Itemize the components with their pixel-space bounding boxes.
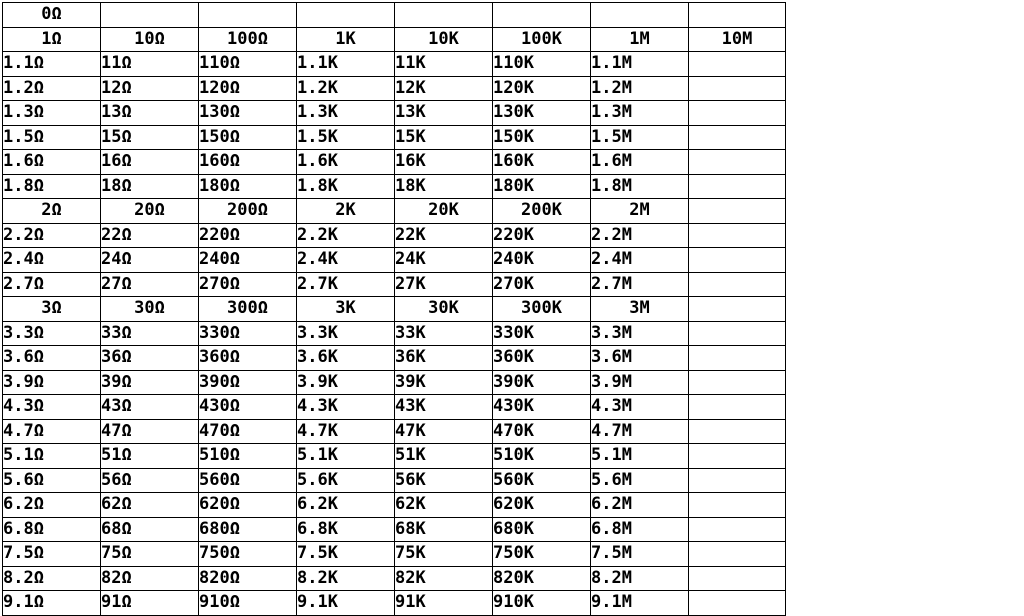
table-cell: 47Ω [101,419,199,444]
table-cell: 8.2Ω [3,566,101,591]
table-cell [689,3,786,28]
table-cell [689,542,786,567]
table-cell [689,223,786,248]
table-cell [689,370,786,395]
table-row [3,272,786,297]
table-cell: 1.5Ω [3,125,101,150]
table-cell [689,493,786,518]
table-cell: 27Ω [101,272,199,297]
table-cell: 39Ω [101,370,199,395]
table-cell: 240K [493,248,591,273]
table-row [3,321,786,346]
table-cell: 62Ω [101,493,199,518]
table-cell: 8.2K [297,566,395,591]
table-row-decades [3,27,786,52]
table-cell: 6.2Ω [3,493,101,518]
table-cell: 15Ω [101,125,199,150]
table-cell: 200Ω [199,199,297,224]
table-cell: 100K [493,27,591,52]
table-cell [689,76,786,101]
table-cell: 820K [493,566,591,591]
table-cell [689,346,786,371]
table-row-top [3,3,786,28]
table-cell: 2.7M [591,272,689,297]
table-cell [199,3,297,28]
table-cell: 390K [493,370,591,395]
table-cell [689,444,786,469]
table-cell: 330Ω [199,321,297,346]
table-cell: 3.3K [297,321,395,346]
table-cell: 470Ω [199,419,297,444]
table-cell: 51K [395,444,493,469]
table-cell: 82Ω [101,566,199,591]
table-cell: 510Ω [199,444,297,469]
table-cell: 43K [395,395,493,420]
table-cell: 1.6Ω [3,150,101,175]
table-cell: 180Ω [199,174,297,199]
table-cell: 220Ω [199,223,297,248]
table-cell: 20K [395,199,493,224]
table-cell: 4.3M [591,395,689,420]
table-cell: 36Ω [101,346,199,371]
table-cell: 3.6Ω [3,346,101,371]
table-cell: 3.9Ω [3,370,101,395]
table-cell: 24K [395,248,493,273]
table-cell: 1.2M [591,76,689,101]
table-cell: 3.3Ω [3,321,101,346]
table-cell: 36K [395,346,493,371]
table-cell: 750Ω [199,542,297,567]
table-cell: 4.3Ω [3,395,101,420]
table-cell: 82K [395,566,493,591]
table-cell: 16Ω [101,150,199,175]
table-cell [689,125,786,150]
table-cell: 2.4M [591,248,689,273]
table-cell: 12K [395,76,493,101]
table-row [3,566,786,591]
table-cell: 56Ω [101,468,199,493]
table-cell: 680Ω [199,517,297,542]
table-cell: 6.2K [297,493,395,518]
table-cell: 16K [395,150,493,175]
table-cell: 2.4Ω [3,248,101,273]
table-cell: 220K [493,223,591,248]
table-cell [689,321,786,346]
table-cell: 5.1Ω [3,444,101,469]
table-cell: 110K [493,52,591,77]
table-cell: 3M [591,297,689,322]
table-cell: 2.4K [297,248,395,273]
table-cell: 15K [395,125,493,150]
table-cell: 200K [493,199,591,224]
table-cell: 2.7K [297,272,395,297]
table-cell: 910K [493,591,591,616]
table-cell: 1.1K [297,52,395,77]
table-cell [689,150,786,175]
table-row [3,52,786,77]
table-cell: 18Ω [101,174,199,199]
table-cell: 1.8K [297,174,395,199]
table-cell: 68K [395,517,493,542]
table-cell: 750K [493,542,591,567]
table-cell: 30K [395,297,493,322]
table-cell: 1K [297,27,395,52]
table-cell: 3.6M [591,346,689,371]
table-cell: 12Ω [101,76,199,101]
table-cell: 6.8M [591,517,689,542]
table-cell: 22K [395,223,493,248]
table-cell: 47K [395,419,493,444]
table-cell: 110Ω [199,52,297,77]
table-cell [689,591,786,616]
table-cell [689,419,786,444]
table-row [3,101,786,126]
table-cell: 43Ω [101,395,199,420]
table-cell [689,272,786,297]
table-cell: 150Ω [199,125,297,150]
table-cell: 3Ω [3,297,101,322]
table-cell: 8.2M [591,566,689,591]
resistor-value-table [2,2,786,616]
table-cell: 390Ω [199,370,297,395]
table-cell: 5.6K [297,468,395,493]
table-cell: 4.7K [297,419,395,444]
table-cell: 6.8K [297,517,395,542]
table-cell: 270Ω [199,272,297,297]
table-row [3,517,786,542]
table-cell: 180K [493,174,591,199]
table-cell: 11Ω [101,52,199,77]
table-cell: 10Ω [101,27,199,52]
table-cell: 22Ω [101,223,199,248]
table-cell: 1.3K [297,101,395,126]
table-row [3,297,786,322]
table-cell [689,517,786,542]
table-row [3,174,786,199]
table-cell: 39K [395,370,493,395]
table-row [3,444,786,469]
table-row [3,542,786,567]
table-cell [689,174,786,199]
table-cell: 160K [493,150,591,175]
table-cell: 2Ω [3,199,101,224]
table-cell: 1.8M [591,174,689,199]
table-cell: 5.6Ω [3,468,101,493]
table-cell: 3.3M [591,321,689,346]
table-cell [493,3,591,28]
table-cell: 91K [395,591,493,616]
table-cell [591,3,689,28]
table-cell: 10M [689,27,786,52]
table-cell: 27K [395,272,493,297]
table-cell: 0Ω [3,3,101,28]
table-cell: 68Ω [101,517,199,542]
table-cell [689,248,786,273]
table-cell: 270K [493,272,591,297]
table-cell: 3.9K [297,370,395,395]
table-cell [689,395,786,420]
table-row [3,125,786,150]
table-cell: 6.8Ω [3,517,101,542]
table-cell: 9.1K [297,591,395,616]
table-cell: 13K [395,101,493,126]
table-cell: 62K [395,493,493,518]
table-row [3,468,786,493]
table-cell: 2.7Ω [3,272,101,297]
table-cell: 1.8Ω [3,174,101,199]
table-cell: 1.2Ω [3,76,101,101]
table-cell: 11K [395,52,493,77]
table-cell: 1.5M [591,125,689,150]
table-cell [689,52,786,77]
table-cell: 13Ω [101,101,199,126]
table-cell [395,3,493,28]
table-body [3,3,786,616]
table-cell: 9.1Ω [3,591,101,616]
table-row [3,395,786,420]
table-cell: 7.5K [297,542,395,567]
table-cell [689,566,786,591]
table-cell: 330K [493,321,591,346]
table-row [3,223,786,248]
table-cell: 360K [493,346,591,371]
table-row [3,150,786,175]
table-cell [297,3,395,28]
table-cell: 820Ω [199,566,297,591]
table-cell: 130Ω [199,101,297,126]
table-row [3,370,786,395]
table-cell: 3.9M [591,370,689,395]
table-cell: 910Ω [199,591,297,616]
table-row [3,346,786,371]
table-cell: 10K [395,27,493,52]
table-cell: 1Ω [3,27,101,52]
table-cell: 18K [395,174,493,199]
table-cell: 680K [493,517,591,542]
table-cell: 360Ω [199,346,297,371]
table-cell: 120K [493,76,591,101]
table-cell: 4.7Ω [3,419,101,444]
table-cell [689,468,786,493]
table-cell: 24Ω [101,248,199,273]
table-row [3,248,786,273]
table-cell [689,101,786,126]
table-cell: 4.3K [297,395,395,420]
table-cell: 1.6K [297,150,395,175]
table-cell: 75K [395,542,493,567]
table-cell: 2M [591,199,689,224]
table-cell: 1.2K [297,76,395,101]
table-cell: 5.6M [591,468,689,493]
table-cell: 33Ω [101,321,199,346]
table-cell: 300K [493,297,591,322]
table-cell: 1M [591,27,689,52]
table-cell: 160Ω [199,150,297,175]
table-cell: 240Ω [199,248,297,273]
table-cell: 7.5Ω [3,542,101,567]
table-cell: 1.3Ω [3,101,101,126]
table-cell: 100Ω [199,27,297,52]
table-cell: 4.7M [591,419,689,444]
table-cell: 5.1M [591,444,689,469]
table-cell: 5.1K [297,444,395,469]
table-cell: 470K [493,419,591,444]
table-cell: 120Ω [199,76,297,101]
table-cell: 620K [493,493,591,518]
table-cell: 20Ω [101,199,199,224]
table-cell: 300Ω [199,297,297,322]
table-cell [101,3,199,28]
table-cell: 150K [493,125,591,150]
table-cell: 2.2M [591,223,689,248]
table-cell: 7.5M [591,542,689,567]
table-cell: 430Ω [199,395,297,420]
resistor-value-table-sheet [2,2,786,616]
table-cell: 510K [493,444,591,469]
table-cell: 33K [395,321,493,346]
table-cell: 75Ω [101,542,199,567]
table-cell: 1.5K [297,125,395,150]
table-row [3,76,786,101]
table-cell: 1.1Ω [3,52,101,77]
table-cell: 560Ω [199,468,297,493]
table-cell: 3.6K [297,346,395,371]
table-cell: 9.1M [591,591,689,616]
table-cell [689,199,786,224]
table-cell: 3K [297,297,395,322]
table-cell [689,297,786,322]
table-cell: 56K [395,468,493,493]
table-cell: 30Ω [101,297,199,322]
table-cell: 130K [493,101,591,126]
table-cell: 91Ω [101,591,199,616]
table-cell: 51Ω [101,444,199,469]
table-cell: 1.1M [591,52,689,77]
table-cell: 560K [493,468,591,493]
table-row [3,419,786,444]
table-cell: 2.2K [297,223,395,248]
table-row [3,199,786,224]
table-cell: 2K [297,199,395,224]
table-cell: 430K [493,395,591,420]
table-cell: 6.2M [591,493,689,518]
table-cell: 1.6M [591,150,689,175]
table-cell: 1.3M [591,101,689,126]
table-cell: 620Ω [199,493,297,518]
table-row [3,591,786,616]
table-cell: 2.2Ω [3,223,101,248]
table-row [3,493,786,518]
